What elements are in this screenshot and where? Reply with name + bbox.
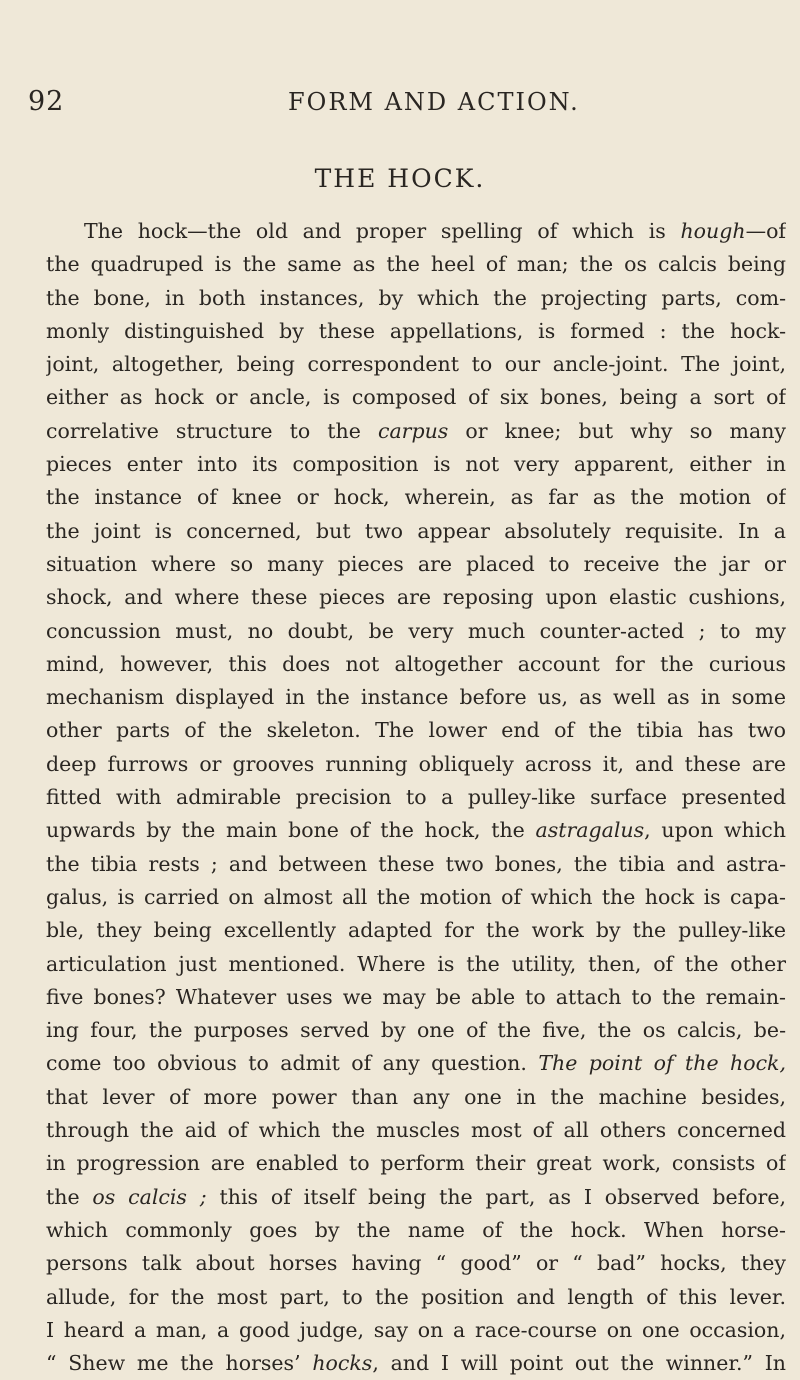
text-line xyxy=(46,1047,786,1080)
text-line xyxy=(46,914,786,947)
text-line xyxy=(46,315,786,348)
text-line xyxy=(46,1147,786,1180)
text-segment: the instance of knee or hock, wherein, as far as the motion of xyxy=(46,485,786,510)
text-segment: —of xyxy=(745,219,786,243)
text-segment: “ Shew me the horses’ xyxy=(46,1351,313,1376)
text-line xyxy=(46,1214,786,1247)
text-segment: or knee; but why so many xyxy=(448,418,786,443)
text-line xyxy=(46,348,786,381)
text-segment: ble, they being excellently adapted for the work by the pulley-like xyxy=(46,918,786,943)
text-line xyxy=(46,1347,786,1380)
text-segment: come too obvious to admit of any question. xyxy=(46,1051,539,1076)
text-segment: the bone, in both instances, by which the projecting parts, com- xyxy=(46,285,786,310)
text-segment: the tibia rests ; and between these two bones, the tibia and astra- xyxy=(46,851,786,876)
text-segment: other parts of the skeleton. The lower end of the tibia has two xyxy=(46,718,786,743)
running-head: FORM AND ACTION. xyxy=(288,88,580,116)
text-segment: joint, altogether, being correspondent to our ancle-joint. The joint, xyxy=(46,352,786,377)
text-segment: situation where so many pieces are placed to receive the jar or xyxy=(46,551,786,576)
text-line xyxy=(46,415,786,448)
text-segment: in progression are enabled to perform their great work, consists of xyxy=(46,1151,786,1176)
text-segment: pieces enter into its composition is not very apparent, either in xyxy=(46,452,786,477)
text-line xyxy=(46,1114,786,1147)
text-segment: I heard a man, a good judge, say on a race-course on one occasion, xyxy=(46,1317,786,1342)
text-segment: ing four, the purposes served by one of the five, the os calcis, be- xyxy=(46,1018,786,1043)
text-segment: correlative structure to the xyxy=(46,418,378,443)
body-paragraph xyxy=(46,215,786,1380)
italic-text: carpus xyxy=(377,418,449,443)
text-line xyxy=(46,1181,786,1214)
text-line xyxy=(46,481,786,514)
text-segment: articulation just mentioned. Where is the utility, then, of the other xyxy=(46,951,786,976)
page-number: 92 xyxy=(28,86,65,117)
text-line xyxy=(46,615,786,648)
text-segment: five bones? Whatever uses we may be able to attach to the remain- xyxy=(46,984,786,1009)
text-line xyxy=(46,548,786,581)
italic-text: The point of the hock, xyxy=(538,1051,786,1076)
text-line xyxy=(46,714,786,747)
italic-text: hough xyxy=(680,219,746,243)
text-segment: deep furrows or grooves running obliquely across it, and these are xyxy=(46,751,786,776)
text-segment: the joint is concerned, but two appear absolutely requisite. In a xyxy=(46,518,786,543)
text-segment: mechanism displayed in the instance before us, as well as in some xyxy=(46,685,786,710)
text-segment: mind, however, this does not altogether account for the curious xyxy=(46,651,786,676)
text-line xyxy=(46,981,786,1014)
italic-text: os calcis ; xyxy=(92,1184,207,1209)
text-segment: fitted with admirable precision to a pulley-like surface presented xyxy=(46,785,786,810)
text-segment: that lever of more power than any one in the machine besides, xyxy=(46,1084,786,1109)
text-line xyxy=(46,381,786,414)
text-segment: shock, and where these pieces are reposing upon elastic cushions, xyxy=(46,585,786,610)
text-segment: monly distinguished by these appellations, is formed : the hock- xyxy=(46,318,786,343)
text-segment: persons talk about horses having “ good” or “ bad” hocks, they xyxy=(46,1251,786,1276)
text-line xyxy=(46,282,786,315)
text-segment: , and I will point out the winner.” In xyxy=(372,1351,786,1376)
text-segment: , upon which xyxy=(644,818,786,843)
text-segment: allude, for the most part, to the position and length of this lever. xyxy=(46,1284,786,1309)
text-line xyxy=(46,1247,786,1280)
text-line xyxy=(46,948,786,981)
italic-text: astragalus xyxy=(535,818,645,843)
text-line xyxy=(46,1281,786,1314)
text-line xyxy=(46,781,786,814)
text-segment: either as hock or ancle, is composed of six bones, being a sort of xyxy=(46,385,786,410)
text-segment: which commonly goes by the name of the hock. When horse- xyxy=(46,1217,786,1242)
text-segment: concussion must, no doubt, be very much counter-acted ; to my xyxy=(46,618,786,643)
text-line xyxy=(46,215,786,248)
text-line xyxy=(46,648,786,681)
text-segment: upwards by the main bone of the hock, the xyxy=(46,818,536,843)
text-line xyxy=(46,681,786,714)
page-header xyxy=(28,86,788,126)
text-segment: the quadruped is the same as the heel of man; the os calcis being xyxy=(46,252,786,277)
text-line xyxy=(46,1014,786,1047)
text-line xyxy=(46,814,786,847)
text-segment: through the aid of which the muscles most of all others concerned xyxy=(46,1118,786,1143)
text-segment: this of itself being the part, as I observed before, xyxy=(206,1184,786,1209)
italic-text: hocks xyxy=(312,1351,373,1376)
text-segment: galus, is carried on almost all the motion of which the hock is capa- xyxy=(46,884,786,909)
text-line xyxy=(46,448,786,481)
text-segment: the xyxy=(46,1184,93,1209)
text-line xyxy=(46,1314,786,1347)
text-line xyxy=(46,748,786,781)
text-line xyxy=(46,848,786,881)
text-line xyxy=(46,515,786,548)
text-line xyxy=(46,248,786,281)
text-line xyxy=(46,1081,786,1114)
text-line xyxy=(46,581,786,614)
section-title: THE HOCK. xyxy=(314,164,486,193)
text-line xyxy=(46,881,786,914)
text-segment: The hock—the old and proper spelling of which is xyxy=(84,219,681,243)
